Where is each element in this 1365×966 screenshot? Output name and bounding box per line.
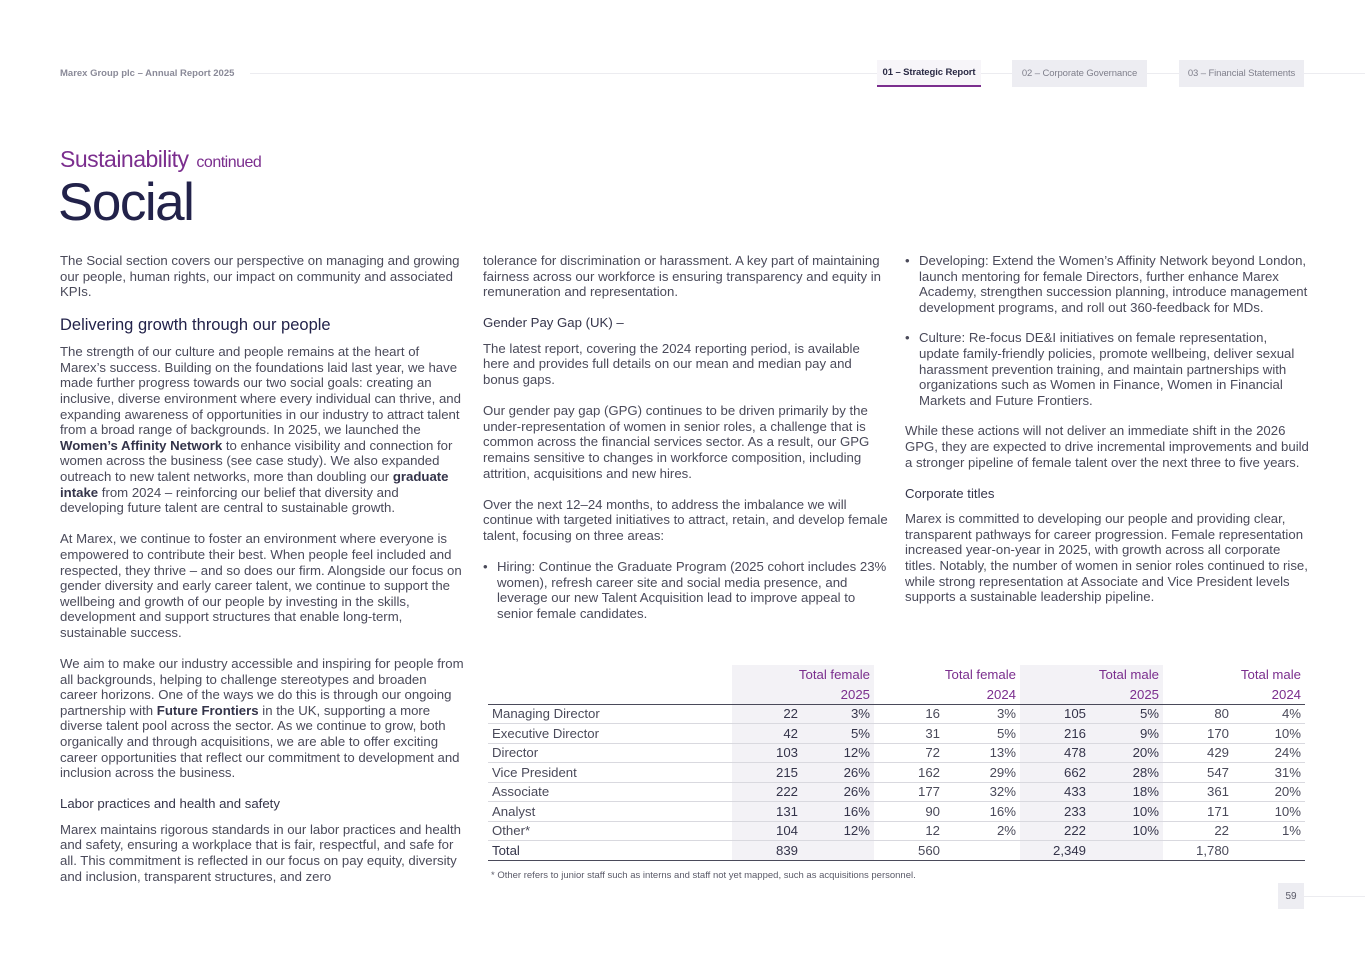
table-cell: 90 [874, 802, 944, 822]
table-cell: 26% [802, 763, 874, 783]
table-cell: 170 [1163, 724, 1233, 744]
table-cell: 103 [732, 743, 802, 763]
row-label: Managing Director [488, 704, 732, 724]
table-row [488, 704, 1305, 724]
table-cell: 72 [874, 743, 944, 763]
col-header-female-2025: Total female [732, 665, 874, 685]
labor-paragraph: Marex maintains rigorous standards in our labor practices and health and safety, ensuring a workplace that is fair, respectful, and safe for all. This commitment is reflected in our focus on pay equity, diversity and inclusion, transparent structures, and zero [60, 821, 461, 884]
tab-financial-statements[interactable]: 03 – Financial Statements [1179, 60, 1304, 87]
table-cell: 222 [732, 782, 802, 802]
table-cell: 16% [944, 802, 1020, 822]
table-cell: 28% [1090, 763, 1163, 783]
future-frontiers: Future Frontiers [156, 702, 259, 718]
intro-paragraph: The Social section covers our perspective on managing and growing our people, human rights, our impact on community and associated KPIs. [60, 253, 460, 300]
corporate-titles-table [488, 665, 1305, 861]
table-cell: 32% [944, 782, 1020, 802]
table-footnote: * Other refers to junior staff such as interns and staff not yet mapped, such as acquisitions personnel. [491, 870, 916, 881]
initiatives-list-continued [905, 253, 1310, 408]
table-cell: 24% [1233, 743, 1305, 763]
report-paragraph: The latest report, covering the 2024 reporting period, is available here and provides full details on our mean and median pay and bonus gaps. [483, 340, 860, 388]
table-row [488, 782, 1305, 802]
corporate-titles-heading: Corporate titles [905, 485, 995, 501]
row-label: Analyst [488, 802, 732, 822]
environment-paragraph: At Marex, we continue to foster an environment where everyone is empowered to contribute their best. When people feel included and respected, they thrive – and so does our firm. Alongside our focus on gender diversity and early career talent, we continue to support the wellbeing and growth of our people by investing in the skills, development and support structures that enable long-term, sustainable success. [60, 531, 462, 640]
table-cell: 361 [1163, 782, 1233, 802]
table-cell: 5% [1090, 704, 1163, 724]
table-cell: 16% [802, 802, 874, 822]
tolerance-paragraph: tolerance for discrimination or harassment. A key part of maintaining fairness across our workforce is ensuring transparency and equity in remuneration and representation. [483, 253, 882, 300]
table-row [488, 724, 1305, 744]
text-column-3 [905, 253, 1310, 620]
table-cell: 9% [1090, 724, 1163, 744]
table-cell: 215 [732, 763, 802, 783]
tab-strategic-report[interactable]: 01 – Strategic Report [877, 60, 981, 87]
table-cell: 1% [1233, 821, 1305, 841]
year-header: 2025 [732, 685, 874, 705]
table-cell: 3% [802, 704, 874, 724]
table-cell: 12% [802, 743, 874, 763]
tab-corporate-governance[interactable]: 02 – Corporate Governance [1012, 60, 1147, 87]
table-cell: 5% [944, 724, 1020, 744]
graduate-intake: graduate intake [60, 469, 449, 500]
table-cell: 105 [1020, 704, 1090, 724]
table-cell: 433 [1020, 782, 1090, 802]
table-cell: 31% [1233, 763, 1305, 783]
row-label: Associate [488, 782, 732, 802]
report-brand: Marex Group plc – Annual Report 2025 [60, 68, 235, 79]
table-cell: 18% [1090, 782, 1163, 802]
list-item-hiring: • Hiring: Continue the Graduate Program (2025 cohort includes 23% women), refresh career site and social media presence, and leverage our new Talent Acquisition lead to improve appeal to senior female candidates. [483, 559, 888, 621]
table-cell: 12 [874, 821, 944, 841]
section-name: Sustainability [60, 146, 189, 172]
row-label: Vice President [488, 763, 732, 783]
table-cell: 478 [1020, 743, 1090, 763]
table-cell: 42 [732, 724, 802, 744]
corporate-titles-paragraph: Marex is committed to developing our people and providing clear, transparent pathways for career progression. Female representation increased year-on-year in 2025, with growth across all corporate titles. Notably, the number of women in senior roles continued to rise, while strong representation at Associate and Vice President levels supports a sustainable leadership pipeline. [905, 511, 1308, 605]
text-column-2 [483, 253, 888, 636]
table-cell: 20% [1090, 743, 1163, 763]
table-cell: 10% [1090, 802, 1163, 822]
table-cell: 80 [1163, 704, 1233, 724]
table-cell: 4% [1233, 704, 1305, 724]
table-cell: 10% [1233, 724, 1305, 744]
section-label [60, 146, 261, 173]
table-cell [1233, 841, 1305, 861]
table-cell: 162 [874, 763, 944, 783]
table-cell: 5% [802, 724, 874, 744]
table-row [488, 763, 1305, 783]
gpg-paragraph: Our gender pay gap (GPG) continues to be driven primarily by the under-representation of women in senior roles, a challenge that is common across the financial services sector. As a result, our GPG remains sensitive to changes in workforce composition, including attrition, acquisitions and new hires. [483, 403, 870, 481]
table-cell: 222 [1020, 821, 1090, 841]
table-cell [802, 841, 874, 861]
growth-heading: Delivering growth through our people [60, 316, 331, 335]
table-cell: 29% [944, 763, 1020, 783]
section-nav [877, 60, 1304, 87]
table-cell: 26% [802, 782, 874, 802]
row-label: Other* [488, 821, 732, 841]
initiatives-paragraph: Over the next 12–24 months, to address the imbalance we will continue with targeted initiatives to attract, retain, and develop female talent, focusing on three areas: [483, 496, 888, 543]
initiatives-list [483, 559, 888, 621]
table-cell: 2,349 [1020, 841, 1090, 861]
table-cell: 104 [732, 821, 802, 841]
list-item-culture: • Culture: Re-focus DE&I initiatives on female representation, update family-friendly policies, promote wellbeing, deliver sexual harassment prevention training, and maintain partnerships with organizations such as Women in Finance, Women in Financial Markets and Future Frontiers. [905, 330, 1310, 408]
table-cell: 1,780 [1163, 841, 1233, 861]
table-cell: 429 [1163, 743, 1233, 763]
table-cell: 10% [1233, 802, 1305, 822]
col-header-male-2024: Total male [1240, 667, 1301, 683]
table-cell [944, 841, 1020, 861]
womens-affinity-network: Women’s Affinity Network [60, 437, 223, 453]
table-row [488, 802, 1305, 822]
labor-heading: Labor practices and health and safety [60, 796, 280, 812]
page-title: Social [58, 173, 194, 232]
year-header: 2024 [1163, 685, 1305, 705]
col-header-male-2025: Total male [1020, 665, 1163, 685]
row-label: Executive Director [488, 724, 732, 744]
table-cell: 2% [944, 821, 1020, 841]
table-header-row [488, 665, 1305, 685]
table-row [488, 821, 1305, 841]
table-cell: 20% [1233, 782, 1305, 802]
year-header: 2025 [1020, 685, 1163, 705]
table-cell: 216 [1020, 724, 1090, 744]
table-cell: 131 [732, 802, 802, 822]
table-cell: 12% [802, 821, 874, 841]
list-item-developing: • Developing: Extend the Women’s Affinity Network beyond London, launch mentoring for female Directors, further enhance Marex Academy, strengthen succession planning, introduce management development programs, and roll out 360-feedback for MDs. [905, 253, 1310, 315]
table-cell: 171 [1163, 802, 1233, 822]
table-cell: 560 [874, 841, 944, 861]
table-cell: 10% [1090, 821, 1163, 841]
table-body [488, 704, 1305, 860]
col-header-female-2024: Total female [944, 667, 1016, 683]
accessibility-paragraph: We aim to make our industry accessible and inspiring for people from all backgrounds, helping to challenge stereotypes and broaden career horizons. One of the ways we do this is through our ongoing partnership with Future Frontiers in the UK, supporting a more diverse talent pool across the sector. As we continue to grow, both organically and through acquisitions, we are able to offer exciting career opportunities that reflect our commitment to development and inclusion across the business. [60, 655, 464, 781]
table-row [488, 743, 1305, 763]
table-cell: 547 [1163, 763, 1233, 783]
table-year-row [488, 685, 1305, 705]
table-cell: 662 [1020, 763, 1090, 783]
table-cell [1090, 841, 1163, 861]
table-cell: 177 [874, 782, 944, 802]
table-cell: 233 [1020, 802, 1090, 822]
table-cell: 31 [874, 724, 944, 744]
culture-paragraph: The strength of our culture and people remains at the heart of Marex’s success. Building on the foundations laid last year, we have made further progress towards our two social goals: creating an inclusive, diverse environment where every individual can thrive, and expanding awareness of opportunities in our industry to attract talent from a broad range of backgrounds. In 2025, we launched the Women’s Affinity Network to enhance visibility and connection for women across the business (see case study). We also expanded outreach to new talent networks, more than doubling our graduate intake from 2024 – reinforcing our belief that diversity and developing future talent are central to sustainable growth. [60, 344, 461, 516]
section-continued: continued [196, 154, 262, 171]
table-row [488, 841, 1305, 861]
row-label: Total [488, 841, 732, 861]
year-header: 2024 [874, 685, 1020, 705]
table-cell: 16 [874, 704, 944, 724]
table-cell: 22 [732, 704, 802, 724]
table-cell: 3% [944, 704, 1020, 724]
text-column-1 [60, 253, 465, 900]
page-number: 59 [1278, 883, 1304, 909]
outlook-paragraph: While these actions will not deliver an immediate shift in the 2026 GPG, they are expected to drive incremental improvements and build a stronger pipeline of female talent over the next three to five years. [905, 423, 1309, 470]
gpg-heading: Gender Pay Gap (UK) – [483, 315, 624, 331]
table-cell: 839 [732, 841, 802, 861]
footer-rule [1304, 896, 1365, 897]
table-cell: 13% [944, 743, 1020, 763]
table-cell: 22 [1163, 821, 1233, 841]
row-label: Director [488, 743, 732, 763]
